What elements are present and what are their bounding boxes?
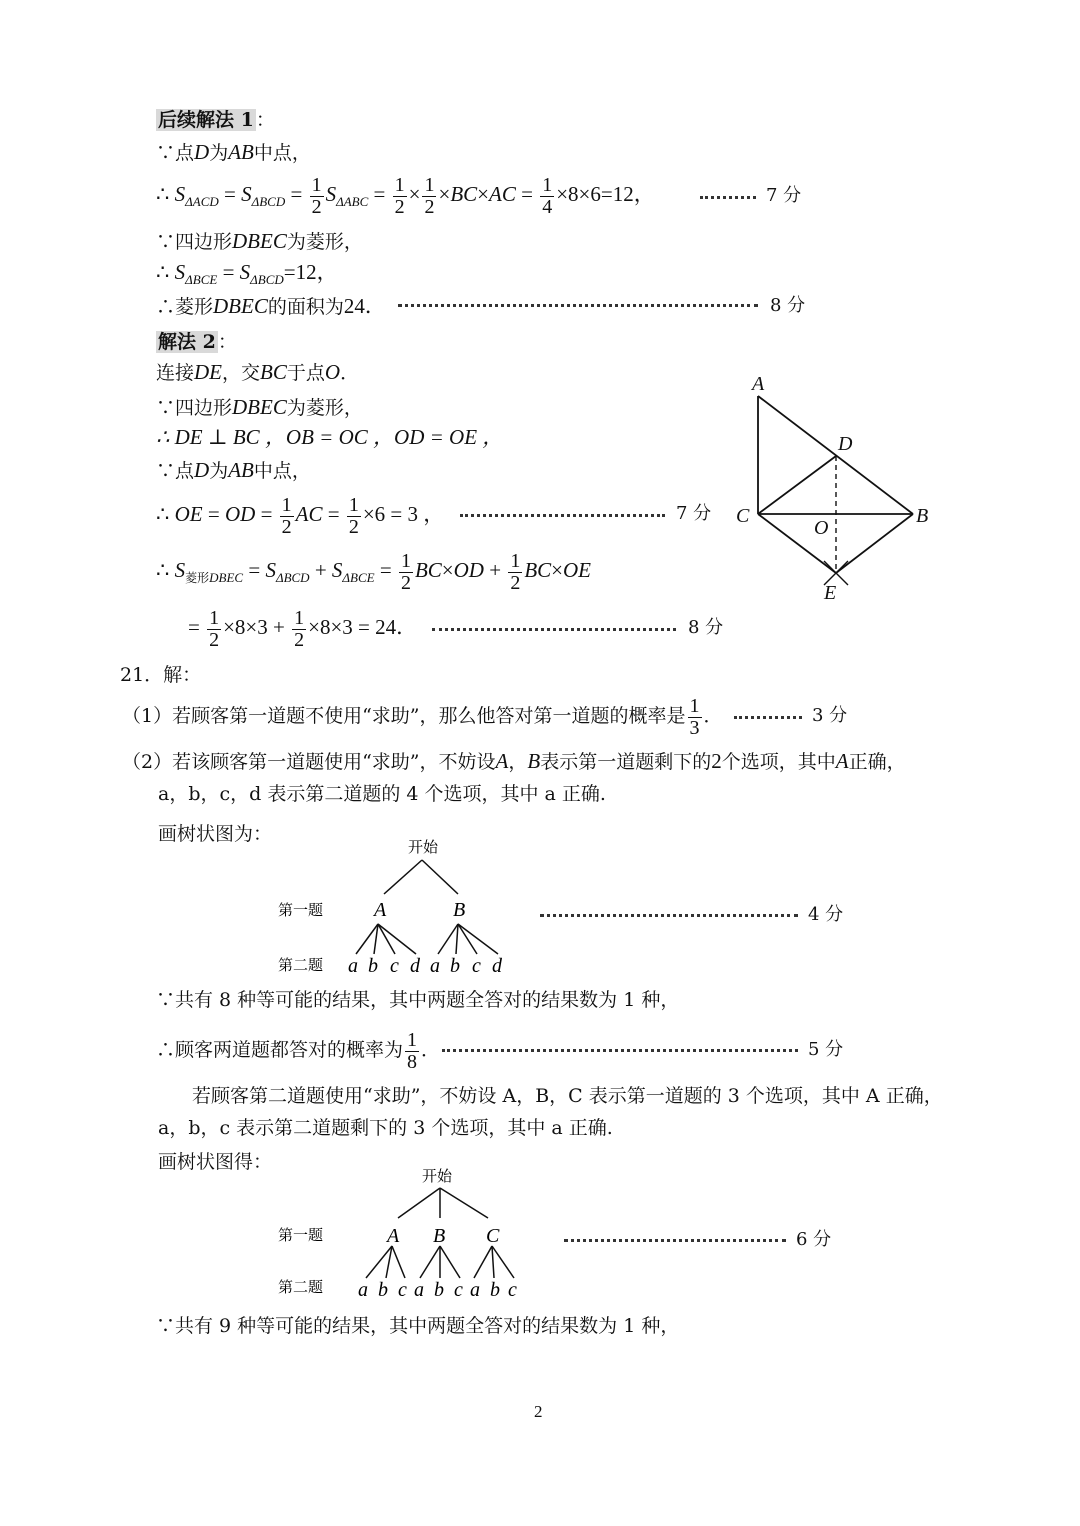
q21-case2-line1: 若顾客第二道题使用“求助”，不妨设 A，B，C 表示第一道题的 3 个选项，其中 A 正确， [192, 1085, 943, 1107]
tree2-row1: 第一题 [278, 1228, 324, 1244]
svg-text:a: a [430, 955, 440, 977]
tree-diagram-2 [270, 1162, 530, 1310]
method2-line5: ∴ OE = OD = $\frac{1}{2}$ AC = $\frac{1}{2}$ ×6 = 3 ， [156, 493, 445, 538]
label-A: A [752, 373, 765, 395]
tree1-start: 开始 [408, 840, 439, 856]
leader-dots [442, 1049, 798, 1052]
svg-text:d: d [492, 955, 502, 977]
svg-text:a: a [358, 1279, 368, 1301]
q21-part1: （1）若顾客第一道题不使用“求助”，那么他答对第一道题的概率是 $\frac{1}{3}$ ． [122, 694, 723, 739]
tree1-row2: 第二题 [278, 958, 324, 974]
method2-line6: ∴ $S_{菱形DBEC} = S_{\Delta BCD} + S_{\Delta BCE}$ = $\frac{1}{2}$ BC×OD + $\frac{1}{2}$ BC×OE [156, 549, 592, 594]
svg-text:d: d [410, 955, 420, 977]
label-C: C [736, 505, 750, 527]
rhombus-diagram [730, 370, 940, 605]
svg-text:c: c [390, 955, 399, 977]
svg-text:c: c [398, 1279, 407, 1301]
label-B: B [916, 505, 929, 527]
leader-dots [432, 628, 676, 631]
svg-text:b: b [490, 1279, 500, 1301]
leader-dots [540, 914, 798, 917]
method1-line2: ∴ $S_{\Delta ACD} = S_{\Delta BCD}$ = $\frac{1}{2}$ $S_{\Delta ABC}$ = $\frac{1}{2}$ × $\frac{1}{2}$ ×BC×AC = $\frac{1}{4}$ ×8×6=12， [156, 173, 655, 218]
method2-line3: ∴ DE ⊥ BC ，OB = OC ，OD = OE ， [156, 425, 504, 449]
svg-text:c: c [472, 955, 481, 977]
method2-line1: 连接DE，交BC于点O． [156, 360, 360, 384]
leader-dots [700, 196, 756, 199]
score-5: 5 分 [808, 1039, 844, 1060]
page-number: 2 [534, 1402, 543, 1421]
svg-text:b: b [434, 1279, 444, 1301]
method1-title: 后续解法 1 ： [158, 109, 275, 131]
svg-text:C: C [486, 1225, 500, 1247]
svg-text:b: b [368, 955, 378, 977]
svg-text:b: b [450, 955, 460, 977]
method1-line3: ∵四边形DBEC为菱形， [156, 229, 363, 253]
leader-dots [564, 1239, 786, 1242]
score-7: 7 分 [676, 503, 712, 524]
method1-line5: ∴菱形DBEC的面积为24． [156, 294, 386, 318]
method2-title: 解法 2 ： [158, 331, 237, 353]
svg-text:a: a [414, 1279, 424, 1301]
score-8: 8 分 [770, 295, 806, 316]
svg-text:B: B [453, 899, 466, 921]
q21-line-total8: ∵共有 8 种等可能的结果，其中两题全答对的结果数为 1 种， [156, 989, 680, 1011]
label-E: E [824, 582, 837, 604]
tree1-caption: 画树状图为： [158, 823, 273, 845]
score-4: 4 分 [808, 904, 844, 925]
svg-text:c: c [508, 1279, 517, 1301]
tree-diagram-1 [270, 832, 530, 980]
fraction-1-2: $\frac{1}{2}$ [311, 173, 322, 218]
q21-part2-line2: a，b，c，d 表示第二道题的 4 个选项，其中 a 正确. [158, 783, 606, 805]
tree2-row2: 第二题 [278, 1280, 324, 1296]
q21-part2-line1: （2）若该顾客第一道题使用“求助”，不妨设A，B表示第一道题剩下的2个选项，其中A正确， [122, 749, 906, 773]
svg-text:c: c [454, 1279, 463, 1301]
q21-line-total9: ∵共有 9 种等可能的结果，其中两题全答对的结果数为 1 种， [156, 1315, 680, 1337]
score-6: 6 分 [796, 1229, 832, 1250]
tree1-row1: 第一题 [278, 903, 324, 919]
svg-text:a: a [470, 1279, 480, 1301]
score-3: 3 分 [812, 705, 848, 726]
q21-case2-line2: a，b，c 表示第二道题剩下的 3 个选项，其中 a 正确. [158, 1117, 613, 1139]
svg-text:A: A [374, 899, 387, 921]
method1-line4: ∴ $S_{\Delta BCE} = S_{\Delta BCD}=12$， [156, 260, 338, 287]
q21-head: 21．解： [120, 664, 202, 686]
svg-text:b: b [378, 1279, 388, 1301]
score-7: 7 分 [766, 185, 802, 206]
svg-text:a: a [348, 955, 358, 977]
label-O: O [814, 517, 829, 539]
tree2-start: 开始 [422, 1169, 453, 1185]
svg-text:A: A [387, 1225, 400, 1247]
score-8: 8 分 [688, 617, 724, 638]
svg-text:B: B [433, 1225, 446, 1247]
q21-prob1: ∴顾客两道题都答对的概率为 $\frac{1}{8}$ ． [156, 1028, 441, 1073]
leader-dots [398, 304, 758, 307]
label-D: D [838, 433, 853, 455]
leader-dots [734, 716, 802, 719]
method2-line4: ∵点D为AB中点， [156, 458, 311, 482]
tree2-caption: 画树状图得： [158, 1151, 273, 1173]
leader-dots [460, 514, 665, 517]
method2-line7: = $\frac{1}{2}$ ×8×3 + $\frac{1}{2}$ ×8×3 = 24． [188, 606, 418, 651]
method2-line2: ∵四边形DBEC为菱形， [156, 395, 363, 419]
method1-line1: ∵点D为AB中点， [156, 140, 311, 164]
